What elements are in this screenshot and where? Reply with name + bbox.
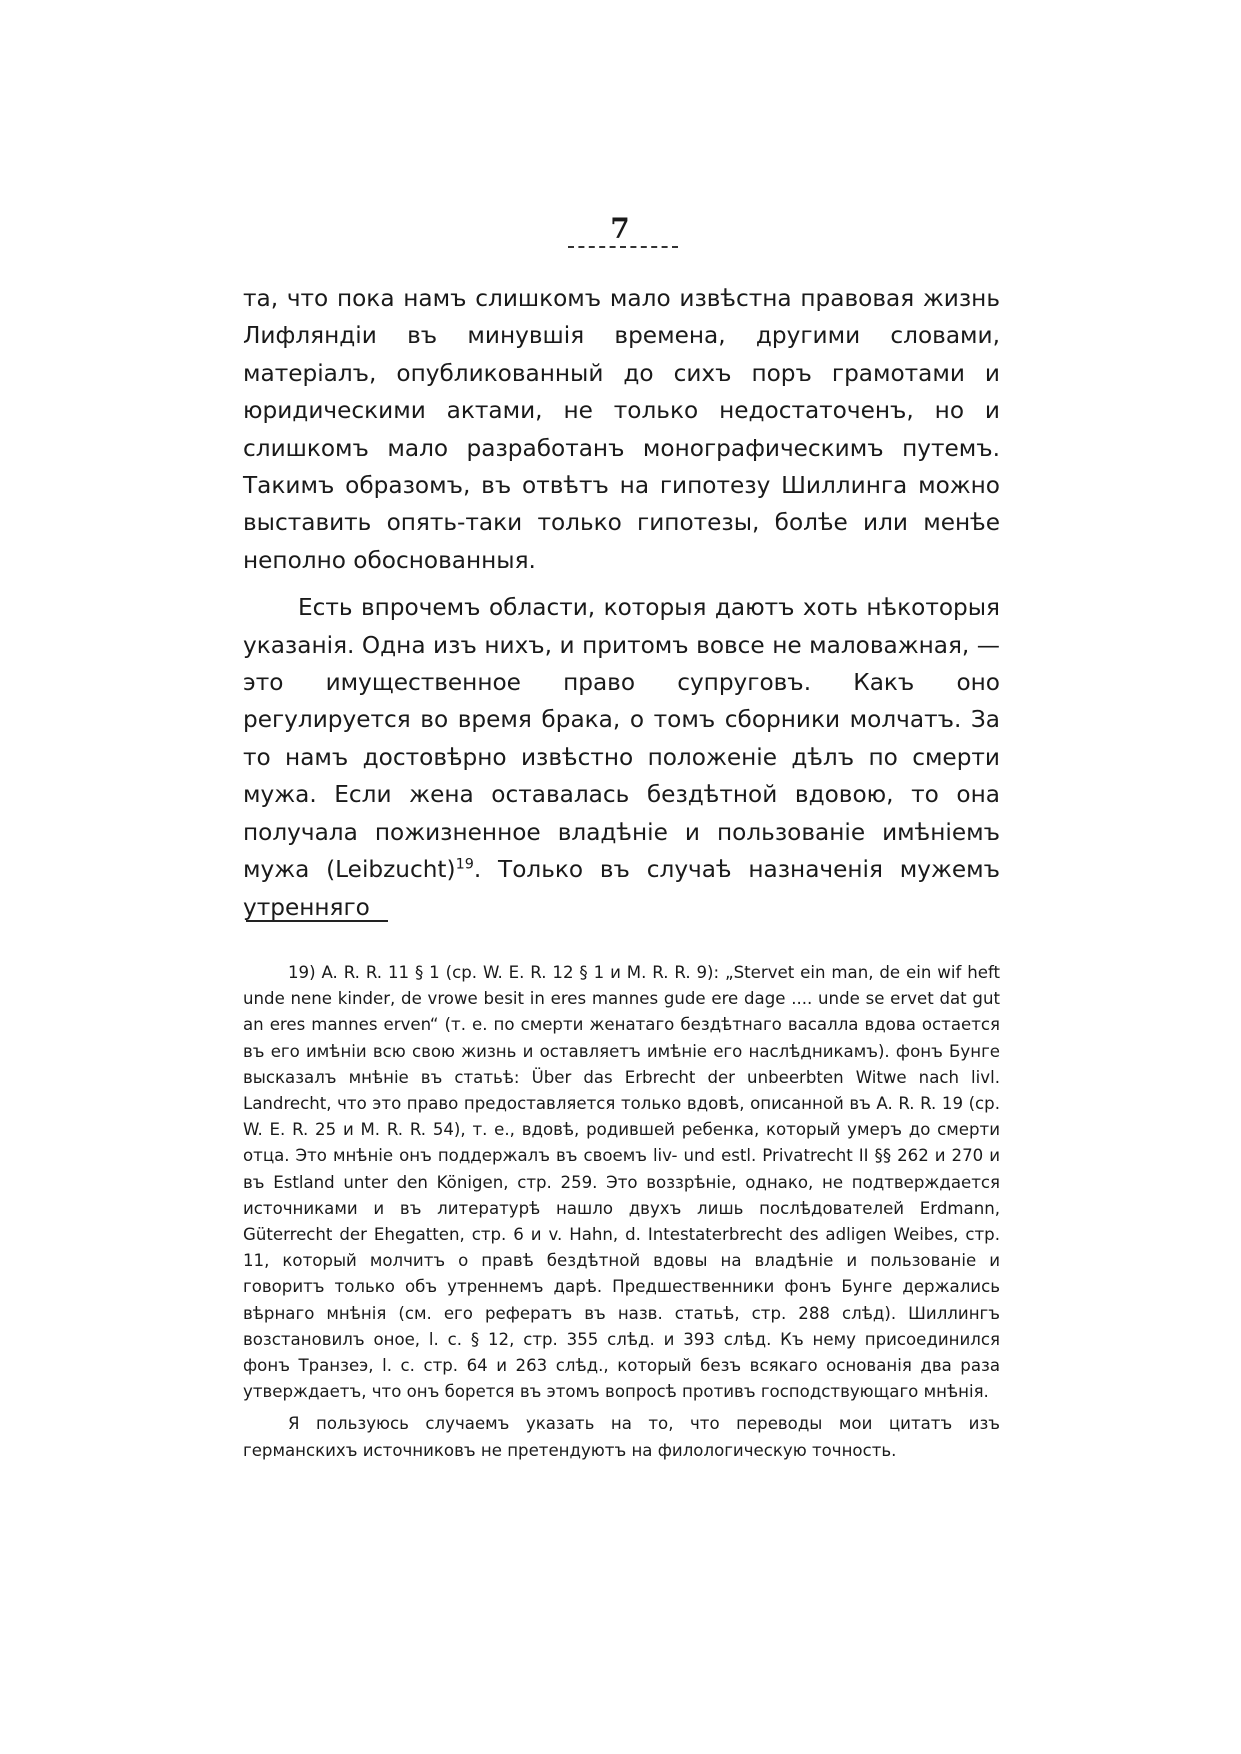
footnote-separator [246, 920, 388, 922]
paragraph-1: та, что пока намъ слишкомъ мало извѣстна правовая жизнь Лифляндіи въ минувшія времена, другими словами, матеріалъ, опубликованный до сихъ поръ грамотами и юридическими актами, не только недостаточенъ, но и слишкомъ мало разработанъ монографическимъ путемъ. Такимъ образомъ, въ отвѣтъ на гипотезу Шиллинга можно выставить опять-таки только гипотезы, болѣе или менѣе неполно обоснованныя. [243, 285, 1000, 574]
paragraph-2 [243, 589, 1000, 926]
footnote-19: 19) A. R. R. 11 § 1 (ср. W. E. R. 12 § 1 и M. R. R. 9): „Stervet ein man, de ein wif heft unde nene kinder, de vrowe besit in eres mannes gude ere dage .... unde se ervet dat gut an eres mannes erven“ (т. е. по смерти женатаго бездѣтнаго васалла вдова остается въ его имѣніи всю свою жизнь и оставляетъ имѣніе его наслѣдникамъ). фонъ Бунге высказалъ мнѣніе въ статьѣ: Über das Erbrecht der unbeerbten Witwe nach livl. Landrecht, что это право предоставляется только вдовѣ, описанной въ A. R. R. 19 (ср. W. E. R. 25 и M. R. R. 54), т. е., вдовѣ, родившей ребенка, который умеръ до смерти отца. Это мнѣніе онъ поддержалъ въ своемъ liv- und estl. Privatrecht II §§ 262 и 270 и въ Estland unter den Königen, стр. 259. Это воззрѣніе, однако, не подтверждается источниками и въ литературѣ нашло двухъ лишь послѣдователей Erdmann, Güterrecht der Ehegatten, стр. 6 и v. Hahn, d. Intestaterbrecht des adligen Weibes, стр. 11, который молчитъ о правѣ бездѣтной вдовы на владѣніе и пользованіе и говоритъ только объ утреннемъ дарѣ. Предшественники фонъ Бунге держались вѣрнаго мнѣнія (см. его рефератъ въ назв. статьѣ, стр. 288 слѣд). Шиллингъ возстановилъ оное, l. c. § 12, стр. 355 слѣд. и 393 слѣд. Къ нему присоединился фонъ Транзеэ, l. c. стр. 64 и 263 слѣд., который безъ всякаго основанія два раза утверждаетъ, что онъ борется въ этомъ вопросѣ противъ господствующаго мнѣнія. [243, 963, 1000, 1402]
page-number-rule [568, 246, 678, 248]
main-text [243, 280, 1000, 926]
page-number: 7 [610, 212, 630, 245]
footnote-ref-19[interactable]: 19 [455, 856, 474, 873]
translator-note: Я пользуюсь случаемъ указать на то, что переводы мои цитатъ изъ германскихъ источниковъ не претендуютъ на филологическую точность. [243, 1414, 1000, 1460]
paragraph-2-start: Есть впрочемъ области, которыя даютъ хоть нѣкоторыя указанія. Одна изъ нихъ, и притомъ вовсе не маловажная, — это имущественное право супруговъ. Какъ оно регулируется во время брака, о томъ сборники молчатъ. За то намъ достовѣрно извѣстно положеніе дѣлъ по смерти мужа. Если жена оставалась бездѣтной вдовою, то она получала пожизненное владѣніе и пользованіе имѣніемъ мужа (Leibzucht) [243, 594, 1000, 884]
footnotes [243, 960, 1000, 1464]
paragraph-2-end: . Только въ случаѣ назначенія мужемъ утренняго [243, 856, 1000, 921]
